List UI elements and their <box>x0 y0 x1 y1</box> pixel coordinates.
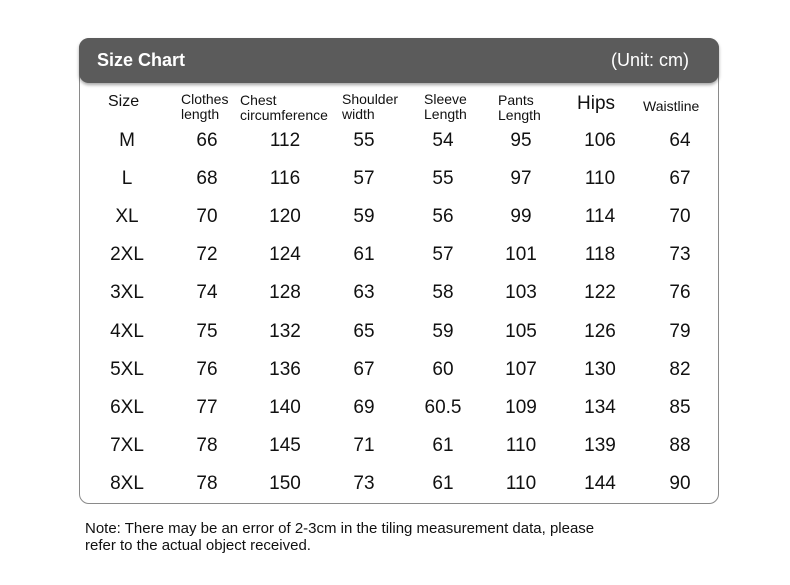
cell-size: 8XL <box>110 473 144 494</box>
cell-waistline: 64 <box>669 130 691 151</box>
cell-hips: 114 <box>584 206 616 227</box>
cell-shoulder-width: 61 <box>353 244 375 265</box>
cell-size: 5XL <box>110 359 144 380</box>
cell-clothes-length: 78 <box>196 435 218 456</box>
cell-pants-length: 110 <box>505 435 537 456</box>
cell-shoulder-width: 63 <box>353 282 375 303</box>
cell-waistline: 70 <box>669 206 691 227</box>
cell-pants-length: 95 <box>510 130 532 151</box>
cell-clothes-length: 72 <box>196 244 218 265</box>
cell-waistline: 73 <box>669 244 691 265</box>
cell-pants-length: 103 <box>505 282 537 303</box>
cell-shoulder-width: 57 <box>353 168 375 189</box>
cell-chest-circumference: 150 <box>269 473 301 494</box>
cell-sleeve-length: 60.5 <box>424 397 462 418</box>
cell-waistline: 82 <box>669 359 691 380</box>
cell-sleeve-length: 54 <box>432 130 454 151</box>
cell-chest-circumference: 120 <box>269 206 301 227</box>
cell-pants-length: 105 <box>505 321 537 342</box>
cell-clothes-length: 74 <box>196 282 218 303</box>
cell-size: 6XL <box>110 397 144 418</box>
col-header-shoulder-width: Shoulder width <box>342 91 399 122</box>
cell-clothes-length: 66 <box>196 130 218 151</box>
cell-shoulder-width: 69 <box>353 397 375 418</box>
cell-chest-circumference: 132 <box>269 321 301 342</box>
cell-sleeve-length: 61 <box>432 473 454 494</box>
measurement-note <box>85 520 725 554</box>
cell-shoulder-width: 55 <box>353 130 375 151</box>
cell-pants-length: 97 <box>510 168 532 189</box>
cell-size: 3XL <box>110 282 144 303</box>
cell-chest-circumference: 124 <box>269 244 301 265</box>
cell-hips: 106 <box>584 130 616 151</box>
cell-clothes-length: 70 <box>196 206 218 227</box>
chart-title: Size Chart <box>97 50 186 70</box>
cell-chest-circumference: 140 <box>269 397 301 418</box>
cell-waistline: 88 <box>669 435 691 456</box>
cell-waistline: 79 <box>669 321 691 342</box>
cell-shoulder-width: 73 <box>353 473 375 494</box>
cell-clothes-length: 76 <box>196 359 218 380</box>
col-header-hips: Hips <box>577 93 616 114</box>
col-header-waistline: Waistline <box>643 98 700 114</box>
cell-hips: 122 <box>584 282 616 303</box>
cell-hips: 126 <box>584 321 616 342</box>
cell-chest-circumference: 128 <box>269 282 301 303</box>
cell-waistline: 90 <box>669 473 691 494</box>
cell-sleeve-length: 56 <box>432 206 454 227</box>
cell-waistline: 67 <box>669 168 691 189</box>
cell-sleeve-length: 55 <box>432 168 454 189</box>
col-header-chest-circumference: Chest circumference <box>240 92 328 123</box>
cell-sleeve-length: 57 <box>432 244 454 265</box>
cell-waistline: 85 <box>669 397 691 418</box>
cell-size: 4XL <box>110 321 144 342</box>
cell-pants-length: 99 <box>510 206 532 227</box>
cell-size: L <box>121 168 133 189</box>
cell-size: 2XL <box>110 244 144 265</box>
cell-chest-circumference: 116 <box>269 168 301 189</box>
cell-size: XL <box>115 206 139 227</box>
cell-chest-circumference: 145 <box>269 435 301 456</box>
cell-hips: 139 <box>584 435 616 456</box>
cell-clothes-length: 68 <box>196 168 218 189</box>
col-header-clothes-length: Clothes length <box>181 91 229 122</box>
cell-hips: 130 <box>584 359 616 380</box>
cell-size: 7XL <box>110 435 144 456</box>
cell-sleeve-length: 59 <box>432 321 454 342</box>
cell-clothes-length: 75 <box>196 321 218 342</box>
cell-size: M <box>119 130 135 151</box>
col-header-pants-length: Pants Length <box>498 92 541 123</box>
col-header-size: Size <box>108 93 140 110</box>
cell-sleeve-length: 61 <box>432 435 454 456</box>
cell-shoulder-width: 71 <box>353 435 375 456</box>
note-text: Note: There may be an error of 2-3cm in the tiling measurement data, please refer to the actual object received. <box>85 520 595 554</box>
cell-pants-length: 110 <box>505 473 537 494</box>
cell-hips: 144 <box>584 473 616 494</box>
cell-clothes-length: 77 <box>196 397 218 418</box>
cell-hips: 134 <box>584 397 616 418</box>
cell-hips: 110 <box>584 168 616 189</box>
cell-hips: 118 <box>584 244 616 265</box>
cell-pants-length: 109 <box>505 397 537 418</box>
cell-shoulder-width: 59 <box>353 206 375 227</box>
size-chart-header <box>79 38 719 83</box>
cell-sleeve-length: 58 <box>432 282 454 303</box>
cell-shoulder-width: 67 <box>353 359 375 380</box>
cell-pants-length: 101 <box>505 244 537 265</box>
cell-shoulder-width: 65 <box>353 321 375 342</box>
col-header-sleeve-length: Sleeve Length <box>424 91 467 122</box>
cell-chest-circumference: 112 <box>269 130 301 151</box>
cell-clothes-length: 78 <box>196 473 218 494</box>
cell-chest-circumference: 136 <box>269 359 301 380</box>
cell-pants-length: 107 <box>505 359 537 380</box>
unit-label: (Unit: cm) <box>611 50 689 70</box>
cell-waistline: 76 <box>669 282 691 303</box>
cell-sleeve-length: 60 <box>432 359 454 380</box>
